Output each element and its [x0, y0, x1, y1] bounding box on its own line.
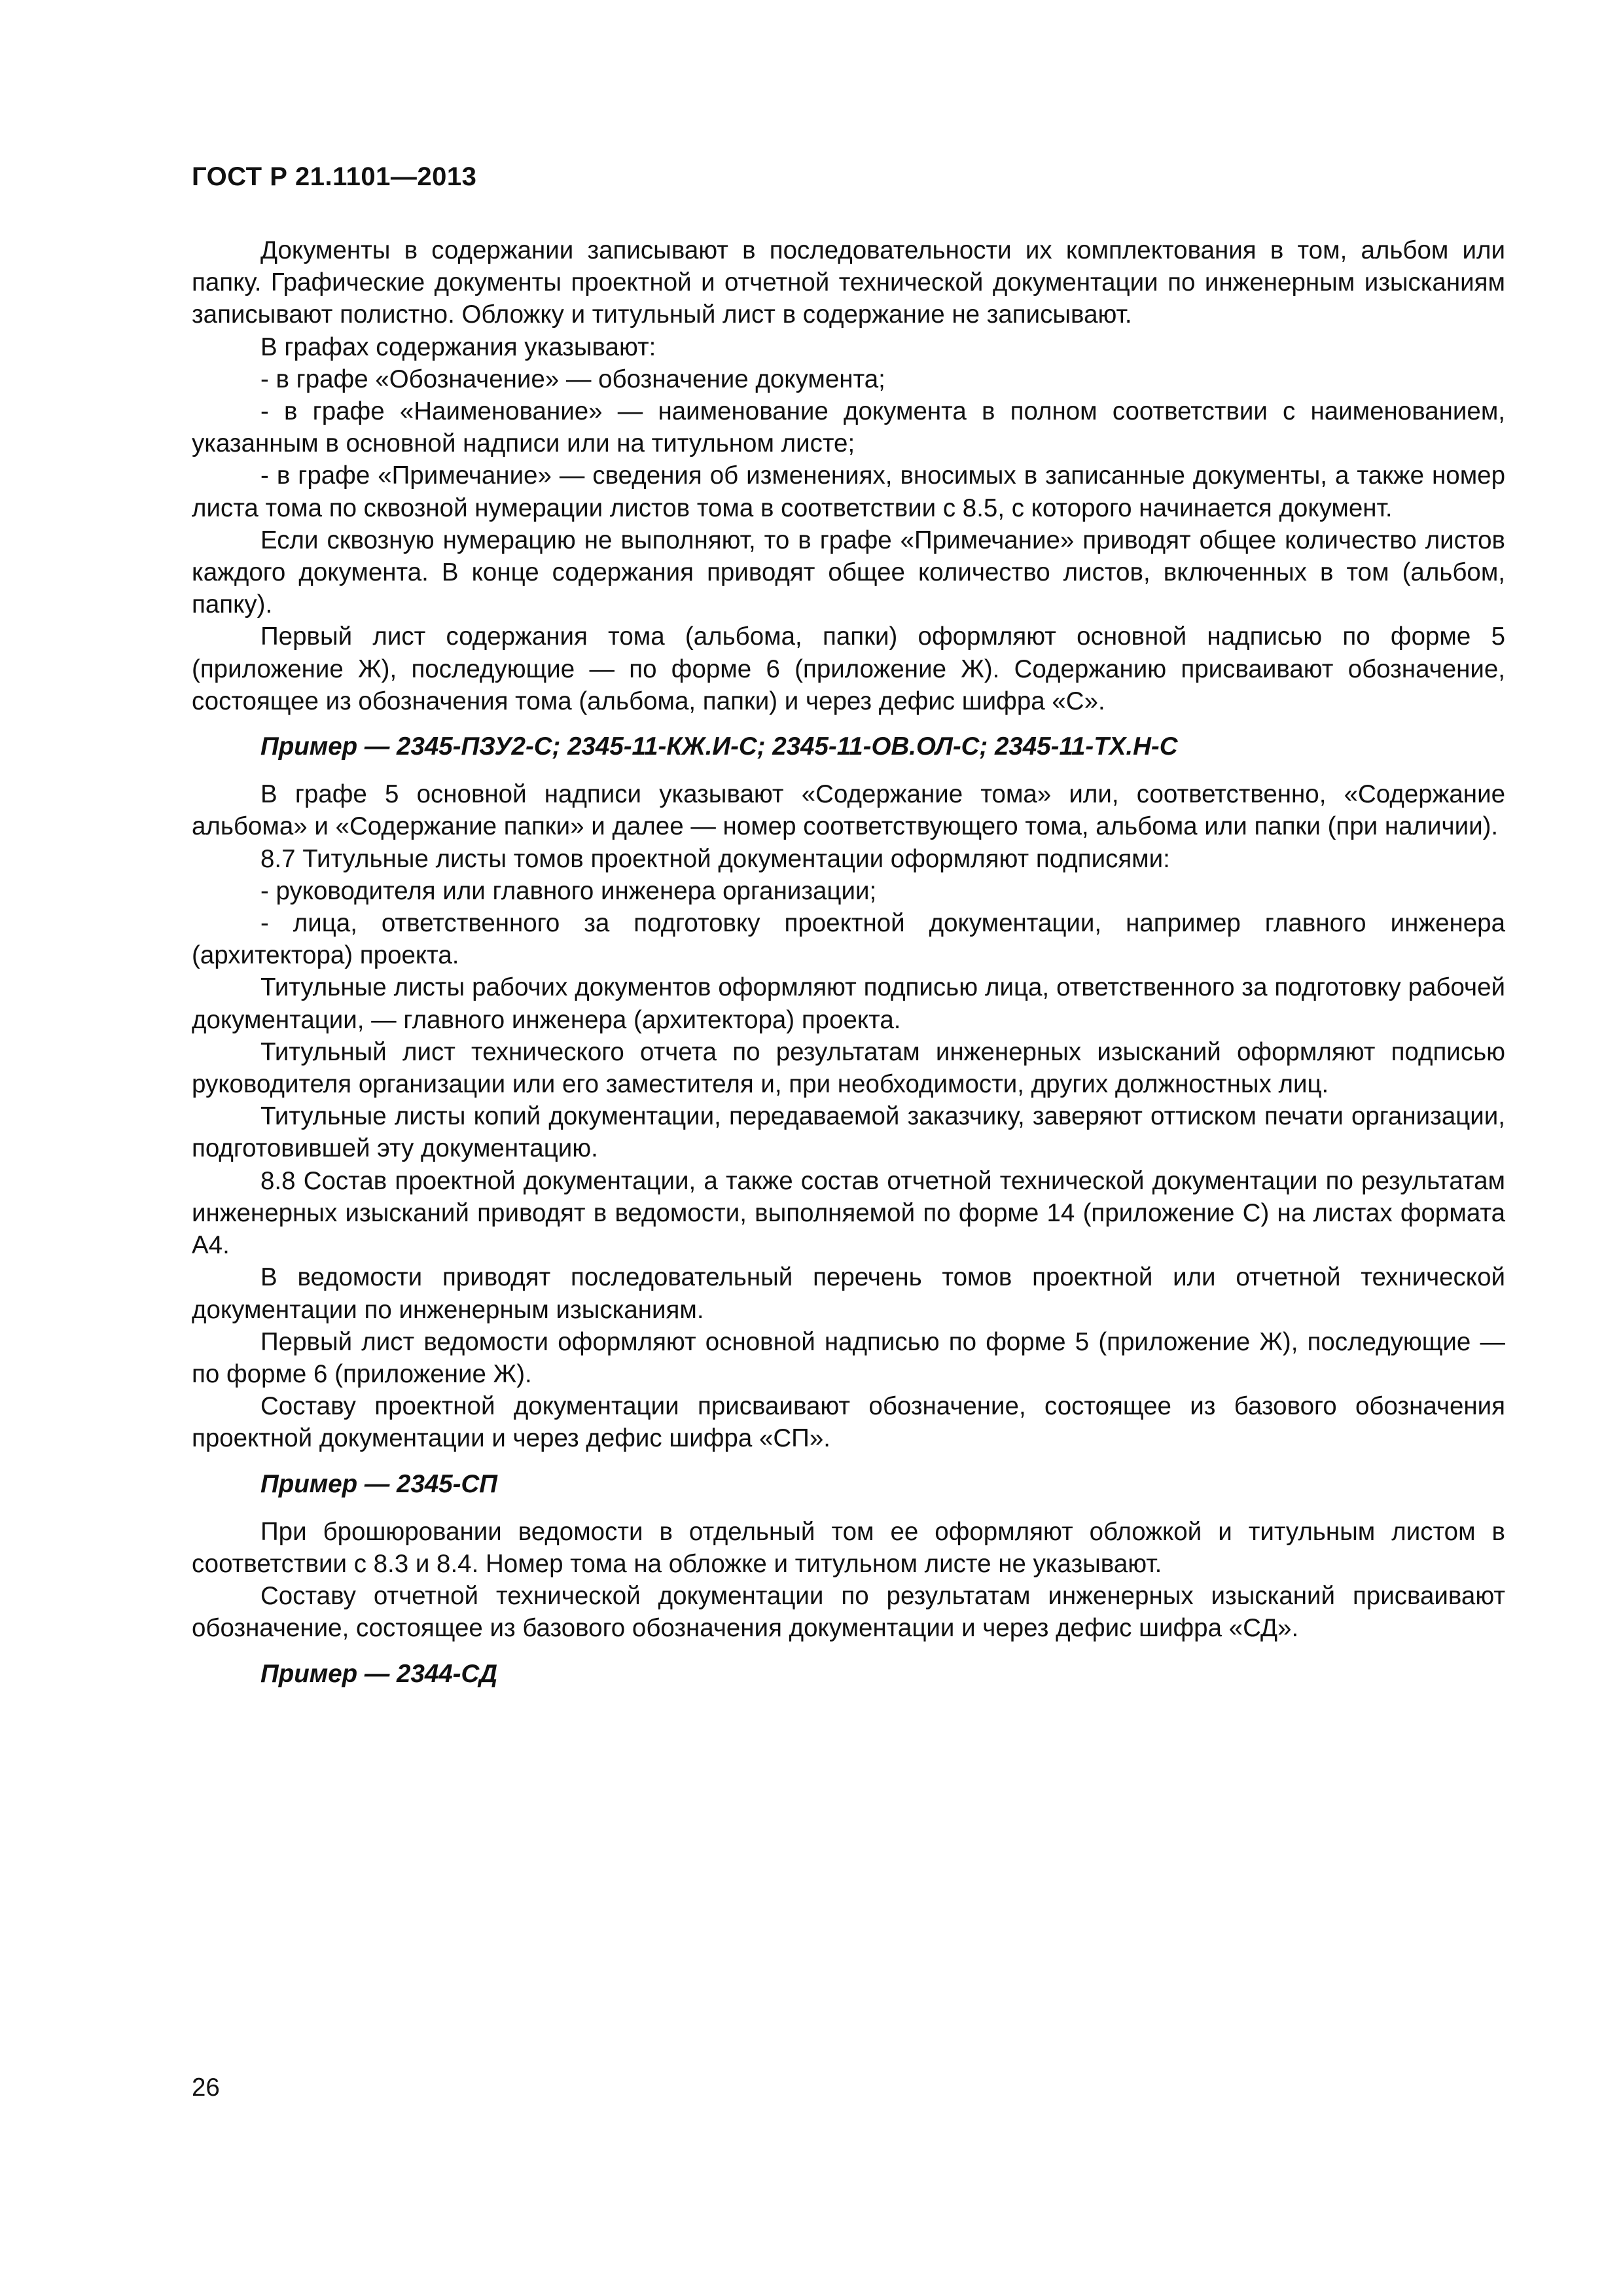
- body-paragraph: - в графе «Наименование» — наименование документа в полном соответствии с наименованием, указанным в основной надписи или на титульном листе;: [192, 397, 1505, 458]
- example-line: Пример — 2345-ПЗУ2-С; 2345-11-КЖ.И-С; 2345-11-ОВ.ОЛ-С; 2345-11-ТХ.Н-С: [260, 732, 1178, 761]
- page-number: 26: [192, 2073, 220, 2102]
- body-paragraph: В графах содержания указывают:: [260, 332, 656, 361]
- body-paragraph: Первый лист содержания тома (альбома, папки) оформляют основной надписью по форме 5 (приложение Ж), последующие — по форме 6 (приложение Ж). Содержанию присваивают обозначение, состоящее из обозначения тома (альбома, папки) и через дефис шифра «С».: [192, 622, 1505, 715]
- example-line: Пример — 2345-СП: [260, 1469, 497, 1498]
- body-paragraph: - в графе «Примечание» — сведения об изменениях, вносимых в записанные документы, а также номер листа тома по сквозной нумерации листов тома в соответствии с 8.5, с которого начинается документ.: [192, 461, 1505, 522]
- body-paragraph: Титульные листы рабочих документов оформляют подписью лица, ответственного за подготовку рабочей документации, — главного инженера (архитектора) проекта.: [192, 973, 1505, 1034]
- body-paragraph: 8.8 Состав проектной документации, а также состав отчетной технической документации по результатам инженерных изысканий приводят в ведомости, выполняемой по форме 14 (приложение С) на листах формата А4.: [192, 1166, 1505, 1260]
- body-paragraph: - лица, ответственного за подготовку проектной документации, например главного инженера (архитектора) проекта.: [192, 909, 1505, 970]
- document-body: [192, 234, 1505, 1706]
- document-code-header: ГОСТ Р 21.1101—2013: [192, 162, 477, 191]
- body-paragraph: Титульные листы копий документации, передаваемой заказчику, заверяют оттиском печати организации, подготовившей эту документацию.: [192, 1102, 1505, 1163]
- body-paragraph: В графе 5 основной надписи указывают «Содержание тома» или, соответственно, «Содержание альбома» и «Содержание папки» и далее — номер соответствующего тома, альбома или папки (при наличии).: [192, 780, 1505, 841]
- body-paragraph: 8.7 Титульные листы томов проектной документации оформляют подписями:: [260, 844, 1170, 873]
- example-line: Пример — 2344-СД: [260, 1659, 498, 1688]
- body-paragraph: - руководителя или главного инженера организации;: [260, 876, 877, 905]
- body-paragraph: При брошюровании ведомости в отдельный том ее оформляют обложкой и титульным листом в соответствии с 8.3 и 8.4. Номер тома на обложке и титульном листе не указывают.: [192, 1517, 1505, 1578]
- body-paragraph: В ведомости приводят последовательный перечень томов проектной или отчетной технической документации по инженерным изысканиям.: [192, 1263, 1505, 1324]
- body-paragraph: Первый лист ведомости оформляют основной надписью по форме 5 (приложение Ж), последующие — по форме 6 (приложение Ж).: [192, 1327, 1505, 1388]
- body-paragraph: Документы в содержании записывают в последовательности их комплектования в том, альбом или папку. Графические документы проектной и отчетной технической документации по инженерным изысканиям записывают полистно. Обложку и титульный лист в содержание не записывают.: [192, 236, 1505, 329]
- body-paragraph: - в графе «Обозначение» — обозначение документа;: [260, 365, 885, 393]
- body-paragraph: Титульный лист технического отчета по результатам инженерных изысканий оформляют подписью руководителя организации или его заместителя и, при необходимости, других должностных лиц.: [192, 1037, 1505, 1099]
- body-paragraph: Если сквозную нумерацию не выполняют, то в графе «Примечание» приводят общее количество листов каждого документа. В конце содержания приводят общее количество листов, включенных в том (альбом, папку).: [192, 526, 1505, 619]
- body-paragraph: Составу проектной документации присваивают обозначение, состоящее из базового обозначения проектной документации и через дефис шифра «СП».: [192, 1392, 1505, 1453]
- body-paragraph: Составу отчетной технической документации по результатам инженерных изысканий присваивают обозначение, состоящее из базового обозначения документации и через дефис шифра «СД».: [192, 1582, 1505, 1643]
